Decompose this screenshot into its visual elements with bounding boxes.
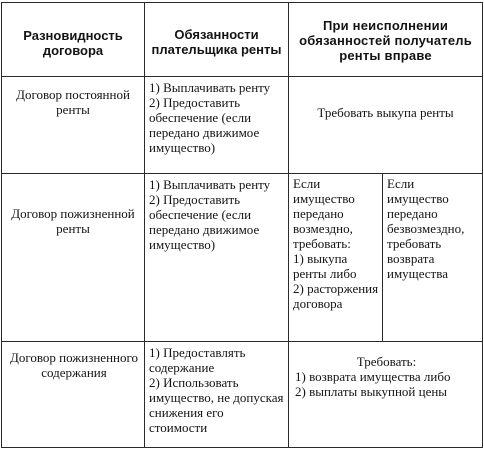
remedy-item: 2) выплаты выкупной цены bbox=[295, 384, 448, 399]
duty-item: 1) Выплачивать ренту bbox=[149, 177, 271, 192]
table-row bbox=[2, 77, 483, 174]
remedy-item: 1) возврата имущества либо bbox=[295, 369, 451, 384]
row-duties-cell bbox=[145, 77, 289, 174]
row-type-label: Договор пожизненного содержания bbox=[9, 350, 139, 380]
remedy-paid-intro: Если имущество передано возмездно, требовать: bbox=[293, 176, 355, 251]
remedy-free-text: Если имущество передано безвозмездно, требовать возврата имущества bbox=[387, 176, 465, 281]
duty-item: 1) Выплачивать ренту bbox=[149, 80, 271, 95]
row-type-cell: Договор пожизненной ренты bbox=[2, 174, 145, 342]
remedy-paid-item: 1) выкупа ренты либо bbox=[293, 251, 357, 281]
row-type-cell bbox=[2, 342, 145, 448]
row-remedy-cell: Требовать выкупа ренты bbox=[289, 77, 483, 174]
header-duties: Обязанности плательщика ренты bbox=[145, 3, 289, 77]
duty-item: 2) Использовать имущество, не допуская снижения его стоимости bbox=[149, 375, 284, 435]
duty-item: 2) Предоставить обеспечение (если передано движимое имущество) bbox=[149, 192, 260, 252]
table-row bbox=[2, 342, 483, 448]
table-row bbox=[2, 174, 483, 342]
header-type: Разновидность договора bbox=[2, 3, 145, 77]
remedy-paid-cell bbox=[289, 174, 383, 342]
row-type-cell: Договор постоянной ренты bbox=[2, 77, 145, 174]
duty-item: 2) Предоставить обеспечение (если передано движимое имущество) bbox=[149, 95, 260, 155]
row-duties-cell bbox=[145, 174, 289, 342]
remedy-free-cell bbox=[383, 174, 483, 342]
remedy-intro: Требовать: bbox=[356, 354, 417, 369]
row-duties-cell bbox=[145, 342, 289, 448]
rent-table bbox=[1, 2, 483, 448]
header-remedies: При неисполнении обязанностей получатель ренты вправе bbox=[289, 3, 483, 77]
table-header-row bbox=[2, 3, 483, 77]
duty-item: 1) Предоставлять содержание bbox=[149, 345, 246, 375]
row-remedy-cell bbox=[289, 342, 483, 448]
remedy-paid-item: 2) расторжения договора bbox=[293, 281, 379, 311]
